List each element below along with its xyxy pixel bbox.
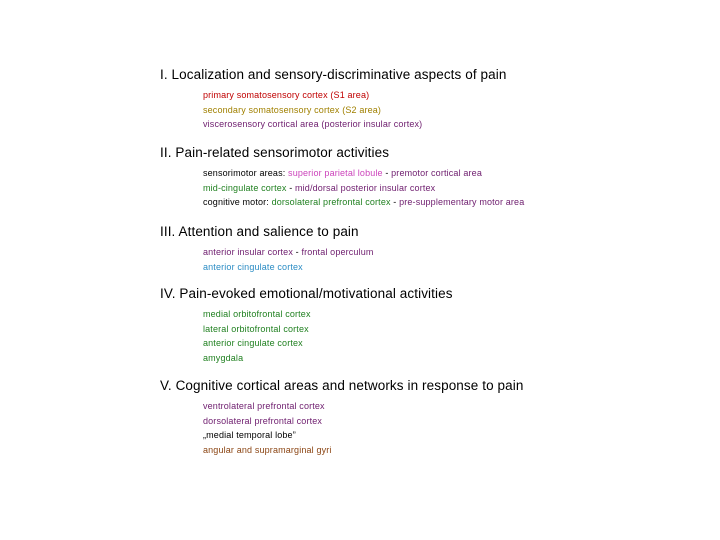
- section-cognitive: [160, 378, 700, 457]
- list-item: [203, 443, 700, 458]
- item-list: [203, 166, 700, 210]
- section-sensorimotor: [160, 145, 700, 210]
- list-item: [203, 181, 700, 196]
- item-text-part: cognitive motor:: [203, 197, 272, 208]
- section-attention: [160, 224, 700, 274]
- section-heading: V. Cognitive cortical areas and networks in response to pain: [160, 378, 524, 393]
- item-list: [203, 88, 700, 132]
- item-text-part: -: [382, 168, 392, 178]
- item-text-part: superior parietal lobule: [288, 168, 383, 178]
- item-list: [203, 245, 700, 274]
- list-item: [203, 336, 700, 351]
- list-item: [203, 103, 700, 118]
- item-text-part: secondary somatosensory cortex (S2 area): [203, 104, 382, 115]
- list-item: [203, 414, 700, 429]
- item-list: [203, 399, 700, 457]
- section-emotional: [160, 286, 700, 365]
- item-text-part: amygdala: [203, 352, 244, 363]
- list-item: [203, 351, 700, 366]
- item-text-part: anterior insular cortex: [203, 247, 293, 257]
- list-item: [203, 166, 700, 181]
- item-text-part: mid-cingulate cortex: [203, 182, 287, 193]
- list-item: [203, 307, 700, 322]
- list-item: [203, 88, 700, 103]
- item-text-part: pre-supplementary motor area: [399, 197, 525, 208]
- item-text-part: premotor cortical area: [391, 168, 482, 178]
- list-item: [203, 117, 700, 132]
- item-text-part: mid/dorsal posterior insular cortex: [295, 182, 436, 193]
- section-localization: [160, 67, 700, 132]
- item-text-part: dorsolateral prefrontal cortex: [203, 415, 323, 426]
- item-text-part: -: [390, 197, 400, 208]
- item-text-part: -: [286, 182, 295, 193]
- item-text-part: „medial temporal lobe”: [203, 430, 296, 441]
- item-text-part: ventrolateral prefrontal cortex: [203, 401, 325, 411]
- item-text-part: anterior cingulate cortex: [203, 338, 303, 349]
- item-text-part: frontal operculum: [301, 247, 374, 257]
- item-text-part: viscerosensory cortical area (posterior insular cortex): [203, 119, 423, 130]
- item-list: [203, 307, 700, 365]
- section-heading: IV. Pain-evoked emotional/motivational activities: [160, 286, 453, 301]
- item-text-part: angular and supramarginal gyri: [203, 444, 332, 455]
- item-text-part: sensorimotor areas:: [203, 168, 289, 178]
- item-text-part: dorsolateral prefrontal cortex: [271, 197, 391, 208]
- section-heading: III. Attention and salience to pain: [160, 224, 359, 239]
- list-item: [203, 195, 700, 210]
- section-heading: II. Pain-related sensorimotor activities: [160, 145, 390, 160]
- list-item: [203, 428, 700, 443]
- item-text-part: anterior cingulate cortex: [203, 261, 303, 272]
- list-item: [203, 245, 700, 260]
- item-text-part: -: [293, 247, 302, 257]
- section-heading: I. Localization and sensory-discriminative aspects of pain: [160, 67, 507, 82]
- item-text-part: lateral orbitofrontal cortex: [203, 323, 309, 334]
- list-item: [203, 399, 700, 414]
- list-item: [203, 322, 700, 337]
- item-text-part: primary somatosensory cortex (S1 area): [203, 90, 370, 100]
- item-text-part: medial orbitofrontal cortex: [203, 309, 311, 319]
- list-item: [203, 260, 700, 275]
